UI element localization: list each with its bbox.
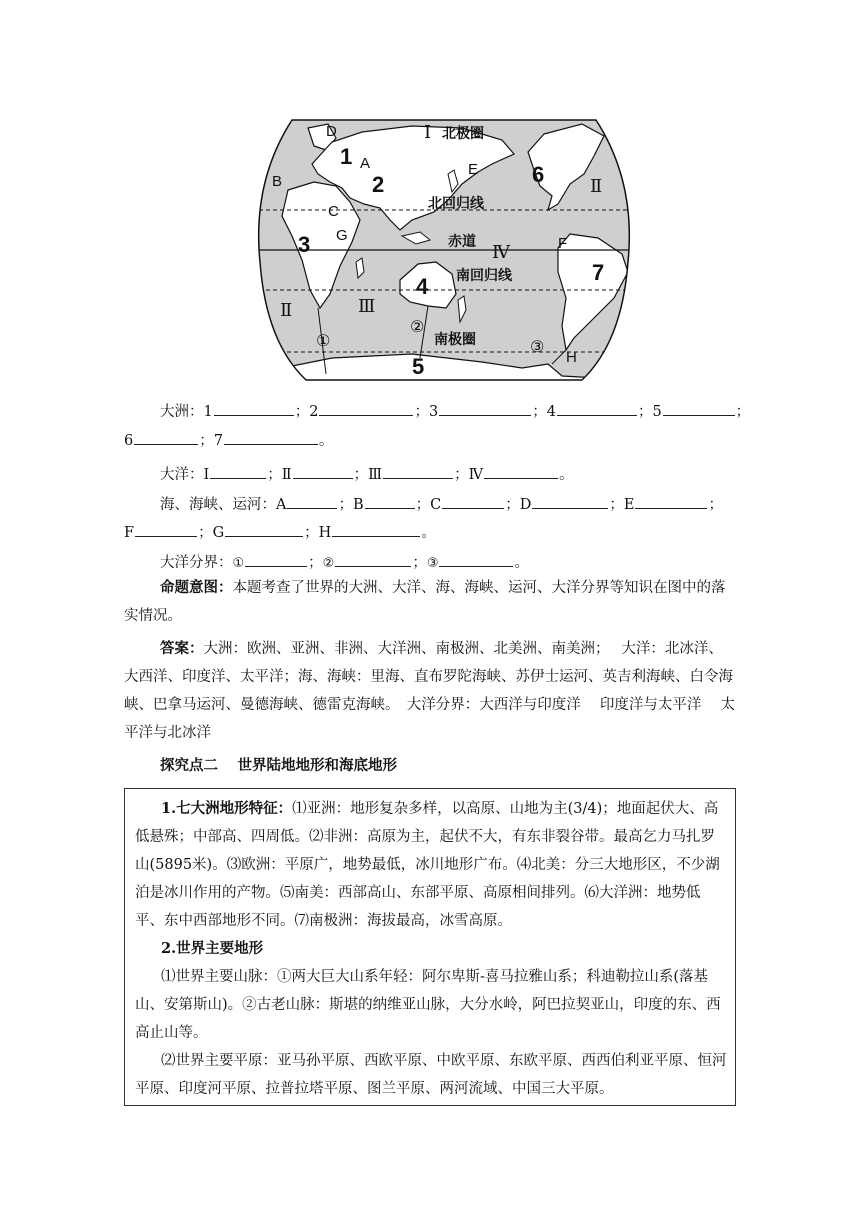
label-tropic-north: 北回归线 xyxy=(428,196,484,212)
label-strait-c: C xyxy=(328,203,339,220)
label-ocean-2-east: Ⅱ xyxy=(590,176,603,197)
blank-boundary-1[interactable] xyxy=(245,552,307,567)
intent-text: 本题考查了世界的大洲、大洋、海、海峡、运河、大洋分界等知识在图中的落实情况。 xyxy=(124,580,726,624)
sep: ； xyxy=(267,467,282,483)
end: 。 xyxy=(421,525,436,541)
label-strait-f: F xyxy=(558,235,568,252)
sep: ； xyxy=(609,497,624,513)
blank-continent-6[interactable] xyxy=(134,430,198,445)
boundaries-label: 大洋分界： xyxy=(160,555,233,571)
blank-boundary-2[interactable] xyxy=(335,552,411,567)
section-title: 探究点二 世界陆地地形和海底地形 xyxy=(160,757,398,774)
box-paragraph-4: ⑵世界主要平原：亚马孙平原、西欧平原、中欧平原、东欧平原、西西伯利亚平原、恒河平原、印度河平原、拉普拉塔平原、图兰平原、两河流域、中国三大平原。 xyxy=(135,1053,727,1097)
sep: ； xyxy=(454,467,469,483)
blank-strait-b[interactable] xyxy=(365,494,415,509)
label-strait-h: H xyxy=(566,349,577,366)
blank-num-5: 5 xyxy=(652,404,662,420)
sep: ； xyxy=(198,525,213,541)
seas-line-2 xyxy=(124,522,736,543)
label-continent-4: 4 xyxy=(416,274,429,299)
blank-ocean-2[interactable] xyxy=(293,464,353,479)
sep: ； xyxy=(532,404,547,420)
blank-continent-5[interactable] xyxy=(663,401,735,416)
blank-strait-h[interactable] xyxy=(332,522,420,537)
blank-num-4: 4 xyxy=(546,404,556,420)
blank-ocean-num-2: Ⅱ xyxy=(281,467,292,483)
label-strait-a: A xyxy=(360,155,371,172)
blank-boundary-num-1: ① xyxy=(232,556,245,571)
sep: ； xyxy=(304,525,319,541)
label-strait-d: D xyxy=(326,123,337,140)
blank-num-6: 6 xyxy=(124,433,134,449)
label-continent-7: 7 xyxy=(592,260,605,285)
label-equator: 赤道 xyxy=(448,234,476,250)
blank-num-2: 2 xyxy=(309,404,319,420)
label-strait-g: G xyxy=(336,227,348,244)
continents-line-1 xyxy=(160,401,751,422)
sep: ； xyxy=(505,497,520,513)
sep: ； xyxy=(414,404,429,420)
terrain-box xyxy=(124,788,736,1106)
intent-label: 命题意图： xyxy=(160,579,233,596)
sep: ； xyxy=(294,404,310,420)
blank-strait-c[interactable] xyxy=(442,494,504,509)
blank-ocean-4[interactable] xyxy=(484,464,558,479)
blank-boundary-num-3: ③ xyxy=(426,556,439,571)
intent-paragraph xyxy=(124,574,736,630)
label-ocean-3: Ⅲ xyxy=(358,296,376,317)
blank-strait-letter-g: G xyxy=(212,525,225,541)
sep: ； xyxy=(735,404,751,420)
blank-strait-letter-f: F xyxy=(124,525,135,541)
blank-strait-d[interactable] xyxy=(532,494,608,509)
end: 。 xyxy=(318,433,334,449)
answer-text: 大洲：欧洲、亚洲、非洲、大洋洲、南极洲、北美洲、南美洲； 大洋：北冰洋、大西洋、印度洋、太平洋；海、海峡：里海、直布罗陀海峡、苏伊士运河、英吉利海峡、白令海峡、巴拿马运河、曼德海峡、德雷克海峡。 大洋分界：大西洋与印度洋 印度洋与太平洋 太平洋与北冰洋 xyxy=(124,641,735,741)
label-boundary-3: ③ xyxy=(530,337,545,356)
blank-strait-letter-d: D xyxy=(519,497,532,513)
blank-strait-letter-e: E xyxy=(623,497,635,513)
blank-continent-1[interactable] xyxy=(214,401,294,416)
blank-num-7: 7 xyxy=(213,433,223,449)
world-map xyxy=(252,112,636,384)
label-continent-5: 5 xyxy=(412,354,425,379)
box-p2-heading: 2.世界主要地形 xyxy=(161,940,264,957)
sep: ； xyxy=(353,467,369,483)
seas-line-1 xyxy=(160,494,736,515)
blank-ocean-1[interactable] xyxy=(210,464,266,479)
blank-strait-letter-c: C xyxy=(430,497,442,513)
blank-continent-7[interactable] xyxy=(224,430,318,445)
oceans-line xyxy=(160,464,736,485)
label-boundary-2: ② xyxy=(410,317,425,336)
label-tropic-south: 南回归线 xyxy=(456,268,512,284)
end: 。 xyxy=(559,467,574,483)
blank-ocean-num-4: Ⅳ xyxy=(468,467,484,483)
label-continent-6: 6 xyxy=(532,162,545,187)
label-ocean-4: Ⅳ xyxy=(492,242,510,263)
blank-ocean-num-1: Ⅰ xyxy=(203,467,210,483)
blank-ocean-num-3: Ⅲ xyxy=(368,467,383,483)
blank-ocean-3[interactable] xyxy=(383,464,453,479)
blank-boundary-num-2: ② xyxy=(322,556,335,571)
seas-label: 海、海峡、运河： xyxy=(160,497,276,513)
sep: ； xyxy=(637,404,653,420)
blank-strait-g[interactable] xyxy=(225,522,303,537)
oceans-label: 大洋： xyxy=(160,467,204,483)
label-arctic-circle: 北极圈 xyxy=(442,126,484,142)
label-continent-2: 2 xyxy=(372,172,385,197)
box-paragraph-1 xyxy=(135,795,729,935)
continents-label: 大洲： xyxy=(160,404,204,420)
sep: ； xyxy=(338,497,353,513)
blank-strait-letter-a: A xyxy=(276,497,287,513)
end: 。 xyxy=(514,555,529,571)
blank-num-3: 3 xyxy=(428,404,439,420)
continents-line-2 xyxy=(124,430,736,451)
box-paragraph-3: ⑴世界主要山脉：①两大巨大山系年轻：阿尔卑斯-喜马拉雅山系；科迪勒拉山系(落基山、安第斯山)。②古老山脉：斯堪的纳维亚山脉，大分水岭，阿巴拉契亚山，印度的东、西高止山等。 xyxy=(135,969,721,1041)
label-antarctic-circle: 南极圈 xyxy=(434,332,476,348)
label-boundary-1: ① xyxy=(316,331,331,350)
sep: ； xyxy=(412,555,427,571)
blank-strait-a[interactable] xyxy=(287,494,337,509)
blank-num-1: 1 xyxy=(203,404,213,420)
sep: ； xyxy=(308,555,323,571)
blank-continent-3[interactable] xyxy=(439,401,531,416)
sep: ； xyxy=(415,497,431,513)
sep: ； xyxy=(708,497,723,513)
label-continent-3: 3 xyxy=(298,232,311,257)
label-ocean-2-west: Ⅱ xyxy=(280,300,293,321)
blank-continent-4[interactable] xyxy=(557,401,637,416)
label-continent-1: 1 xyxy=(340,144,353,169)
label-strait-b: B xyxy=(272,173,283,190)
sep: ； xyxy=(199,433,214,449)
blank-continent-2[interactable] xyxy=(319,401,413,416)
blank-strait-letter-h: H xyxy=(318,525,332,541)
blank-strait-letter-b: B xyxy=(352,497,364,513)
blank-strait-f[interactable] xyxy=(135,522,197,537)
label-ocean-1: Ⅰ xyxy=(424,122,432,143)
boundaries-line xyxy=(160,552,736,574)
box-p1-text: ⑴亚洲：地形复杂多样，以高原、山地为主(3/4)；地面起伏大、高低悬殊；中部高、四周低。⑵非洲：高原为主，起伏不大，有东非裂谷带。最高乞力马扎罗山(5895米)。⑶欧洲：平原广，地势最低，冰川地形广布。⑷北美：分三大地形区，不少湖泊是冰川作用的产物。⑸南美：西部高山、东部平原、高原相间排列。⑹大洋洲：地势低平、东中西部地形不同。⑺南极洲：海拔最高，冰雪高原。 xyxy=(135,801,720,929)
blank-boundary-3[interactable] xyxy=(439,552,513,567)
answer-label: 答案： xyxy=(160,640,204,657)
box-p1-heading: 1.七大洲地形特征： xyxy=(161,800,293,817)
blank-strait-e[interactable] xyxy=(635,494,707,509)
answer-paragraph xyxy=(124,635,736,747)
label-strait-e: E xyxy=(468,161,479,178)
